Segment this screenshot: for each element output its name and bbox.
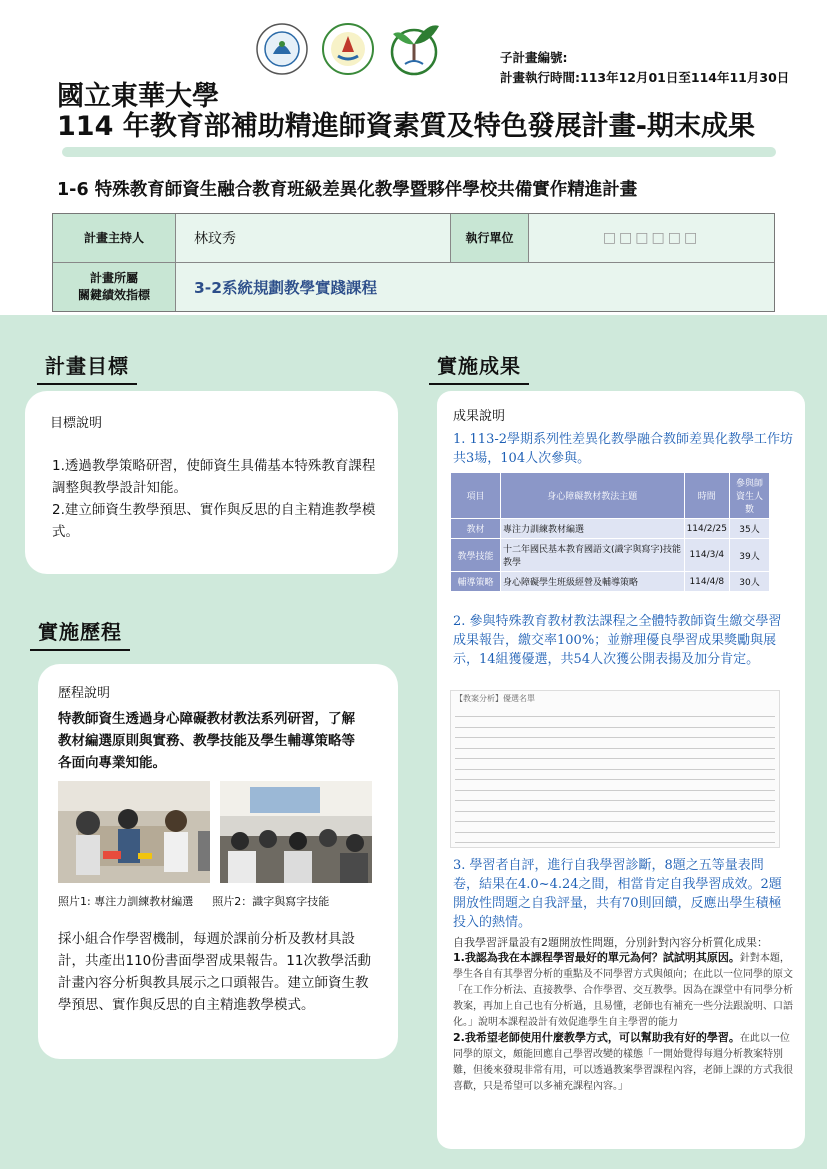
col-participants: 參與師資生人數: [730, 473, 770, 519]
workshop-table-header: [451, 473, 770, 519]
scan-row-line: [455, 770, 775, 780]
result-3-intro: 自我學習評量設有2題開放性問題，分別針對內容分析質化成果：: [453, 936, 768, 949]
exec-period: 計畫執行時間:113年12月01日至114年11月30日: [500, 70, 790, 85]
photo-caption-2: 照片2：識字與寫字技能: [212, 895, 330, 908]
kpi-label-line2: 關鍵績效指標: [77, 288, 150, 302]
question-1-text: 針對本題，學生各自有其學習分析的重點及不同學習方式與傾向；在此以一位同學的原文「在工作分析法、直接教學、合作學習、交互教學。因為在課堂中有同學分析教案，再加上自己也有分析過，且易懂，老師也有補充一些分法跟說明、口語化。」說明本課程設計有效促進學生自主學習的能力: [453, 953, 793, 1028]
goals-title-text: 計畫目標: [45, 354, 129, 378]
unit-value: □□□□□□: [529, 214, 774, 263]
university-logo: [321, 22, 375, 76]
kpi-value: 3-2系統規劃教學實踐課程: [176, 263, 774, 311]
result-1: 1. 113-2學期系列性差異化教學融合教師差異化教學工作坊共3場，104人次參與。: [453, 432, 794, 466]
scan-row-line: [455, 749, 775, 759]
university-name: 國立東華大學: [57, 81, 219, 112]
scan-row-line: [455, 760, 775, 770]
question-2: 2.我希望老師使用什麼教學方式，可以幫助我有好的學習。: [453, 1031, 740, 1044]
row-topic: 身心障礙學生班級經營及輔導策略: [501, 572, 685, 592]
kpi-label-line1: 計畫所屬: [89, 271, 138, 285]
row-date: 114/3/4: [684, 539, 729, 572]
row-topic: 專注力訓練教材編選: [501, 519, 685, 539]
ministry-of-education-logo: [255, 22, 309, 76]
col-item: 項目: [451, 473, 501, 519]
scan-row-line: [455, 823, 775, 833]
process-section-title: [38, 616, 122, 645]
scan-row-line: [455, 739, 775, 749]
special-education-center-logo: [387, 22, 441, 76]
title-divider: [62, 147, 776, 157]
col-topic: 身心障礙教材教法主題: [501, 473, 685, 519]
scan-title: 【教案分析】優選名單: [455, 694, 535, 703]
row-participants: 39人: [730, 539, 770, 572]
row-date: 114/4/8: [684, 572, 729, 592]
results-title-underline: [429, 383, 529, 385]
photo-literacy-writing: [220, 781, 372, 883]
results-title-text: 實施成果: [437, 354, 521, 378]
table-row: [451, 572, 770, 592]
scan-row-line: [455, 728, 775, 738]
scan-row-line: [455, 802, 775, 812]
kpi-label: [53, 263, 176, 311]
logo-group: [255, 22, 441, 76]
unit-label: 執行單位: [451, 214, 529, 263]
scan-row-line: [455, 812, 775, 822]
result-3: 3. 學習者自評，進行自我學習診斷，8題之五等量表問卷，結果在4.0~4.24之間，相當肯定自我學習成效。2題開放性問題之自我評量，共有70則回饋，反應出學生積極投入的熱情。: [453, 858, 782, 930]
plan-meta: [500, 48, 789, 88]
goals-section-title: [45, 350, 129, 379]
result-2: 2. 參與特殊教育教材教法課程之全體特教師資生繳交學習成果報告，繳交率100%；並辦理優良學習成果獎勵與展示，14組獲優選，共54人次獲公開表揚及加分肯定。: [453, 614, 782, 667]
results-heading: 成果說明: [453, 409, 506, 424]
scan-row-line: [455, 791, 775, 801]
host-label: 計畫主持人: [53, 214, 176, 263]
host-value: 林玟秀: [176, 214, 451, 263]
process-heading: 歷程說明: [58, 686, 111, 701]
plan-info-table: [52, 213, 775, 312]
process-title-underline: [30, 649, 130, 651]
scan-row-line: [455, 781, 775, 791]
row-topic: 十二年國民基本教育國語文(識字與寫字)技能教學: [501, 539, 685, 572]
process-title-text: 實施歷程: [38, 620, 122, 644]
row-item: 輔導策略: [451, 572, 501, 592]
scan-row-line: [455, 718, 775, 728]
subplan-label: 子計畫編號:: [500, 50, 568, 65]
row-participants: 35人: [730, 519, 770, 539]
result-3-detail: [453, 935, 793, 1094]
workshop-table: [450, 472, 770, 592]
results-section-title: [437, 350, 521, 379]
row-item: 教學技能: [451, 539, 501, 572]
award-list-scan: [450, 690, 780, 848]
process-body-2: 採小組合作學習機制，每週於課前分析及教材具設計，共產出110份書面學習成果報告。11次教學活動計畫內容分析與教具展示之口頭報告。建立師資生教學預思、實作與反思的自主精進教學模式。: [58, 931, 371, 1013]
table-row: [451, 519, 770, 539]
goals-heading: 目標說明: [50, 416, 103, 431]
photo-attention-training: [58, 781, 210, 883]
photo-caption-1: 照片1: 專注力訓練教材編選: [58, 895, 194, 908]
row-date: 114/2/25: [684, 519, 729, 539]
process-body-1: 特教師資生透過身心障礙教材教法系列研習，了解教材編選原則與實務、教學技能及學生輔導策略等各面向專業知能。: [58, 711, 355, 771]
goals-title-underline: [37, 383, 137, 385]
row-participants: 30人: [730, 572, 770, 592]
question-1: 1.我認為我在本課程學習最好的單元為何？試試明其原因。: [453, 951, 740, 964]
col-date: 時間: [684, 473, 729, 519]
question-2-text: 在此以一位同學的原文，頗能回應自己學習改變的樣態「一開始覺得每週分析教案特別難，但後來發現非常有用，可以透過教案學習課程內容，老師上課的方式我很喜歡，只是希望可以多補充課程內容。」: [453, 1033, 793, 1092]
photo-captions: [58, 893, 329, 909]
table-row: [451, 539, 770, 572]
goal-item-2: 2.建立師資生教學預思、實作與反思的自主精進教學模式。: [52, 502, 376, 540]
row-item: 教材: [451, 519, 501, 539]
scan-row-line: [455, 833, 775, 843]
scan-row-line: [455, 707, 775, 717]
goal-item-1: 1.透過教學策略研習，使師資生具備基本特殊教育課程調整與教學設計知能。: [52, 458, 376, 496]
plan-subtitle: 1-6 特殊教育師資生融合教育班級差異化教學暨夥伴學校共備實作精進計畫: [57, 180, 638, 200]
goals-body: [52, 455, 377, 543]
page-title: 114 年教育部補助精進師資素質及特色發展計畫-期末成果: [57, 111, 755, 142]
